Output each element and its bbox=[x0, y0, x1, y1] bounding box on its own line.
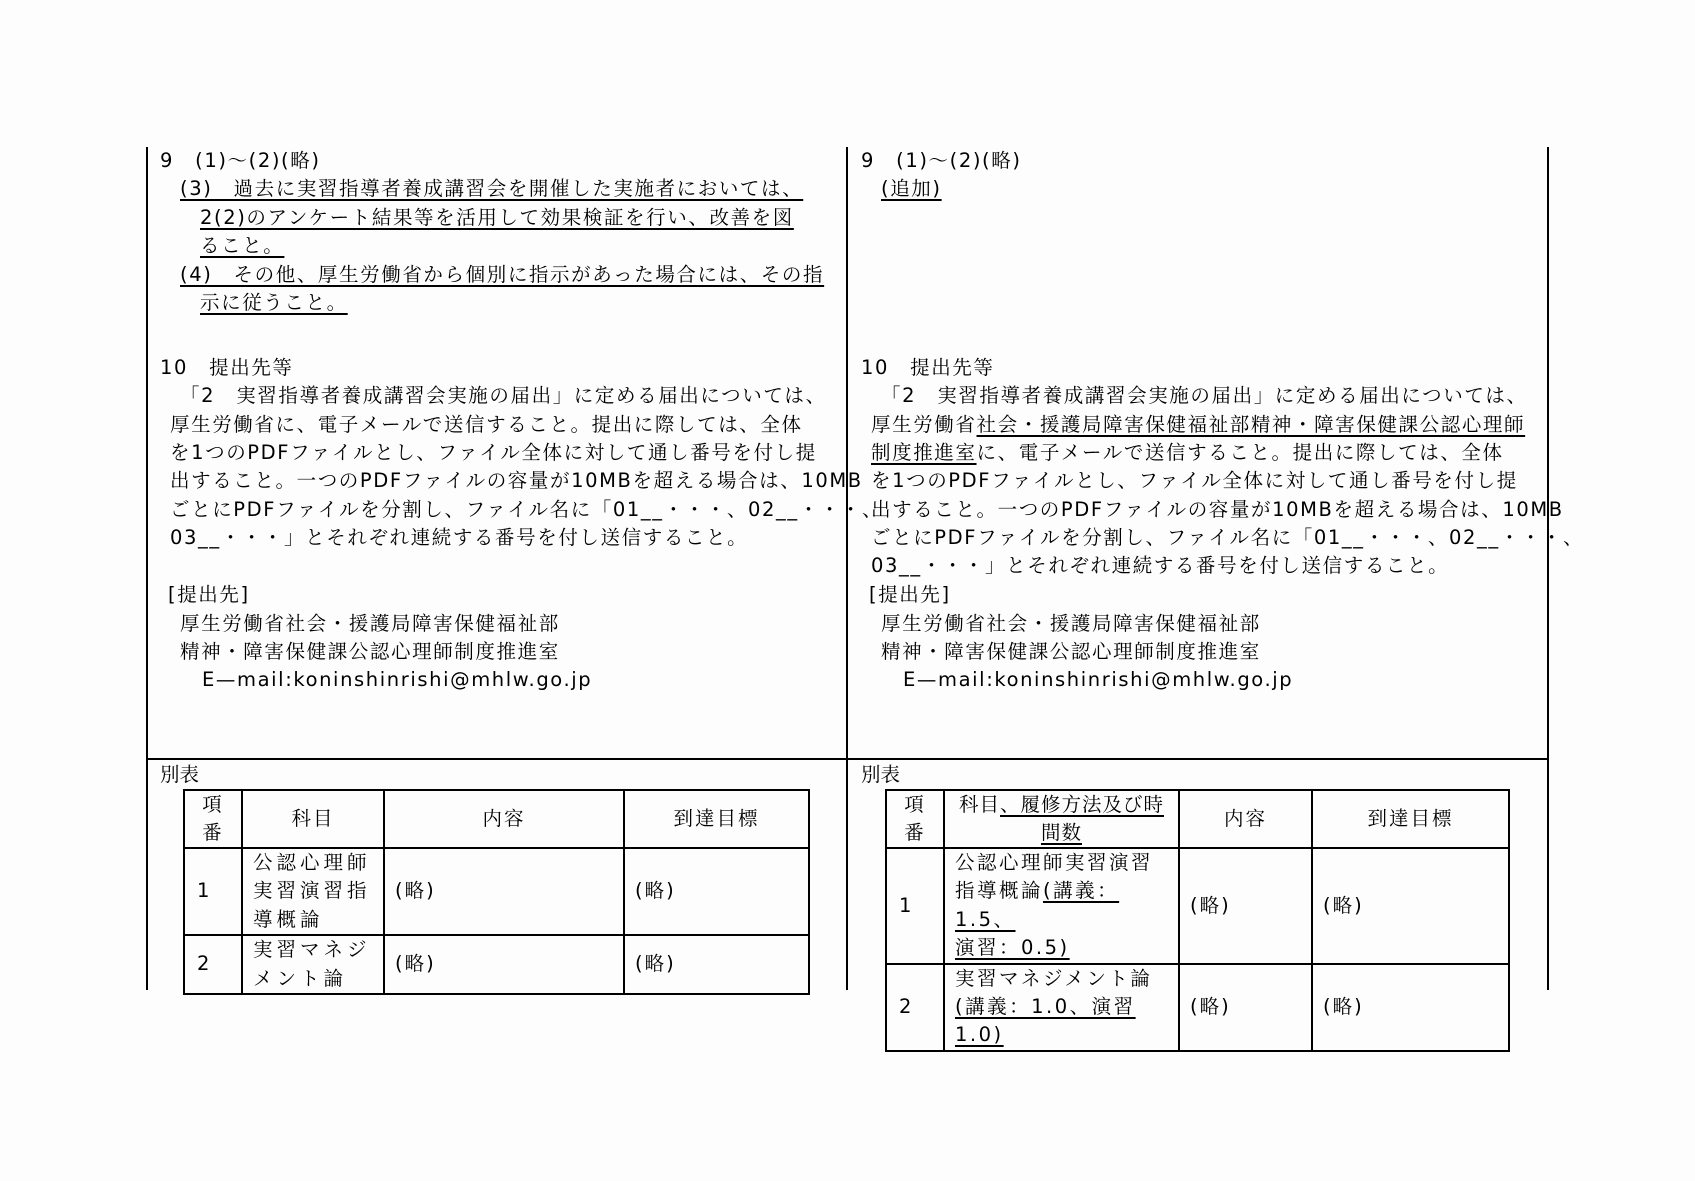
right-destination-line1: 厚生労働省社会・援護局障害保健福祉部 bbox=[881, 612, 1261, 635]
subject-line: 導概論 bbox=[253, 907, 324, 931]
right-destination-label: [提出先] bbox=[869, 583, 951, 606]
subject-line: メント論 bbox=[253, 966, 348, 990]
right-sec9-added: (追加) bbox=[881, 177, 942, 200]
left-email: E—mail:koninshinrishi@mhlw.go.jp bbox=[202, 668, 593, 691]
right-sec10-heading: 10 提出先等 bbox=[861, 356, 995, 379]
row-no: 1 bbox=[184, 848, 242, 935]
row-goal: (略) bbox=[1312, 848, 1509, 964]
header-goal: 到達目標 bbox=[1312, 790, 1509, 848]
right-sec10-line bbox=[871, 411, 1525, 439]
header-item-no bbox=[886, 790, 944, 848]
left-sec9-item3-line3: ること。 bbox=[200, 234, 285, 257]
row-goal: (略) bbox=[624, 935, 809, 994]
row-subject bbox=[242, 935, 384, 994]
right-sec10-line: 03__・・・」とそれぞれ連続する番号を付し送信すること。 bbox=[871, 554, 1450, 577]
text-span-underlined: 社会・援護局障害保健福祉部精神・障害保健課公認心理師 bbox=[976, 413, 1526, 436]
right-sec10-line: 「2 実習指導者養成講習会実施の届出」に定める届出については、 bbox=[881, 384, 1528, 407]
left-sec10-line: 出すること。一つのPDFファイルの容量が10MBを超える場合は、10MB bbox=[170, 469, 863, 492]
row-content: (略) bbox=[1179, 964, 1312, 1051]
left-sec10-line: を1つのPDFファイルとし、ファイル全体に対して通し番号を付し提 bbox=[170, 441, 817, 464]
left-destination-label: [提出先] bbox=[168, 583, 250, 606]
left-sec9-item3-line2: 2(2)のアンケート結果等を活用して効果検証を行い、改善を図 bbox=[200, 206, 794, 229]
left-sec10-line: 「2 実習指導者養成講習会実施の届出」に定める届出については、 bbox=[180, 384, 827, 407]
row-no: 1 bbox=[886, 848, 944, 964]
subject-line: 公認心理師実習演習 bbox=[955, 851, 1154, 874]
header-subject bbox=[944, 790, 1179, 848]
header-no-line2: 番 bbox=[904, 821, 926, 844]
text-span-underlined: 制度推進室 bbox=[871, 441, 977, 464]
right-email: E—mail:koninshinrishi@mhlw.go.jp bbox=[903, 668, 1294, 691]
header-no-line1: 項 bbox=[904, 793, 926, 816]
subject-line: 実習マネジメント論 bbox=[955, 966, 1153, 990]
table-row bbox=[184, 935, 809, 994]
header-goal: 到達目標 bbox=[624, 790, 809, 848]
table-row bbox=[184, 848, 809, 935]
subject-hours-underlined: 演習：0.5) bbox=[955, 936, 1070, 960]
table-header-row bbox=[184, 790, 809, 848]
row-content: (略) bbox=[384, 935, 624, 994]
table-header-row bbox=[886, 790, 1509, 848]
row-subject bbox=[242, 848, 384, 935]
text-span: 厚生労働省 bbox=[871, 413, 977, 436]
text-span: に、電子メールで送信すること。提出に際しては、全体 bbox=[976, 441, 1504, 464]
left-destination-line1: 厚生労働省社会・援護局障害保健福祉部 bbox=[180, 612, 560, 635]
frame-left-border bbox=[146, 147, 148, 990]
right-appendix-table bbox=[885, 789, 1510, 1052]
row-subject bbox=[944, 848, 1179, 964]
section-divider bbox=[146, 758, 1548, 760]
right-sec9-heading: 9 (1)～(2)(略) bbox=[861, 149, 1022, 172]
subject-line: 指導概論 bbox=[955, 879, 1044, 903]
left-destination-line2: 精神・障害保健課公認心理師制度推進室 bbox=[180, 640, 560, 663]
right-sec10-line bbox=[871, 439, 1504, 467]
row-subject bbox=[944, 964, 1179, 1051]
row-content: (略) bbox=[384, 848, 624, 935]
column-divider bbox=[846, 147, 848, 990]
row-goal: (略) bbox=[1312, 964, 1509, 1051]
text-span: 科目 bbox=[958, 793, 1000, 816]
frame-right-border bbox=[1547, 147, 1549, 990]
header-no-line2: 番 bbox=[202, 821, 224, 844]
left-appendix-table bbox=[183, 789, 810, 995]
right-sec10-line: を1つのPDFファイルとし、ファイル全体に対して通し番号を付し提 bbox=[871, 469, 1518, 492]
left-sec9-item4-line2: 示に従うこと。 bbox=[200, 291, 348, 314]
header-subject: 科目 bbox=[242, 790, 384, 848]
text-span-underlined: 間数 bbox=[1040, 821, 1082, 844]
left-sec9-heading: 9 (1)～(2)(略) bbox=[160, 149, 321, 172]
left-sec10-heading: 10 提出先等 bbox=[160, 356, 294, 379]
text-span-underlined: 、履修方法及び時 bbox=[1000, 793, 1165, 816]
left-sec10-line: ごとにPDFファイルを分割し、ファイル名に「01__・・・、02__・・・、 bbox=[170, 498, 884, 521]
header-content: 内容 bbox=[384, 790, 624, 848]
subject-line: 実習演習指 bbox=[253, 879, 371, 903]
subject-line: 実習マネジ bbox=[253, 938, 371, 962]
row-no: 2 bbox=[886, 964, 944, 1051]
row-no: 2 bbox=[184, 935, 242, 994]
right-appendix-label: 別表 bbox=[861, 763, 901, 786]
header-no-line1: 項 bbox=[202, 793, 224, 816]
left-sec9-item4-line1: (4) その他、厚生労働省から個別に指示があった場合には、その指 bbox=[180, 263, 825, 286]
header-content: 内容 bbox=[1179, 790, 1312, 848]
right-destination-line2: 精神・障害保健課公認心理師制度推進室 bbox=[881, 640, 1261, 663]
header-item-no bbox=[184, 790, 242, 848]
table-row bbox=[886, 964, 1509, 1051]
table-row bbox=[886, 848, 1509, 964]
left-sec10-line: 厚生労働省に、電子メールで送信すること。提出に際しては、全体 bbox=[170, 413, 803, 436]
left-sec9-item3-line1: (3) 過去に実習指導者養成講習会を開催した実施者においては、 bbox=[180, 177, 804, 200]
subject-hours-underlined: (講義：1.5、 bbox=[955, 879, 1120, 931]
subject-line: 公認心理師 bbox=[253, 851, 371, 874]
subject-hours-underlined: (講義：1.0、演習1.0) bbox=[955, 995, 1136, 1047]
left-sec10-line: 03__・・・」とそれぞれ連続する番号を付し送信すること。 bbox=[170, 526, 749, 549]
comparison-table-frame bbox=[146, 147, 1585, 1047]
left-appendix-label: 別表 bbox=[160, 763, 200, 786]
right-sec10-line: ごとにPDFファイルを分割し、ファイル名に「01__・・・、02__・・・、 bbox=[871, 526, 1585, 549]
row-content: (略) bbox=[1179, 848, 1312, 964]
row-goal: (略) bbox=[624, 848, 809, 935]
right-sec10-line: 出すること。一つのPDFファイルの容量が10MBを超える場合は、10MB bbox=[871, 498, 1564, 521]
